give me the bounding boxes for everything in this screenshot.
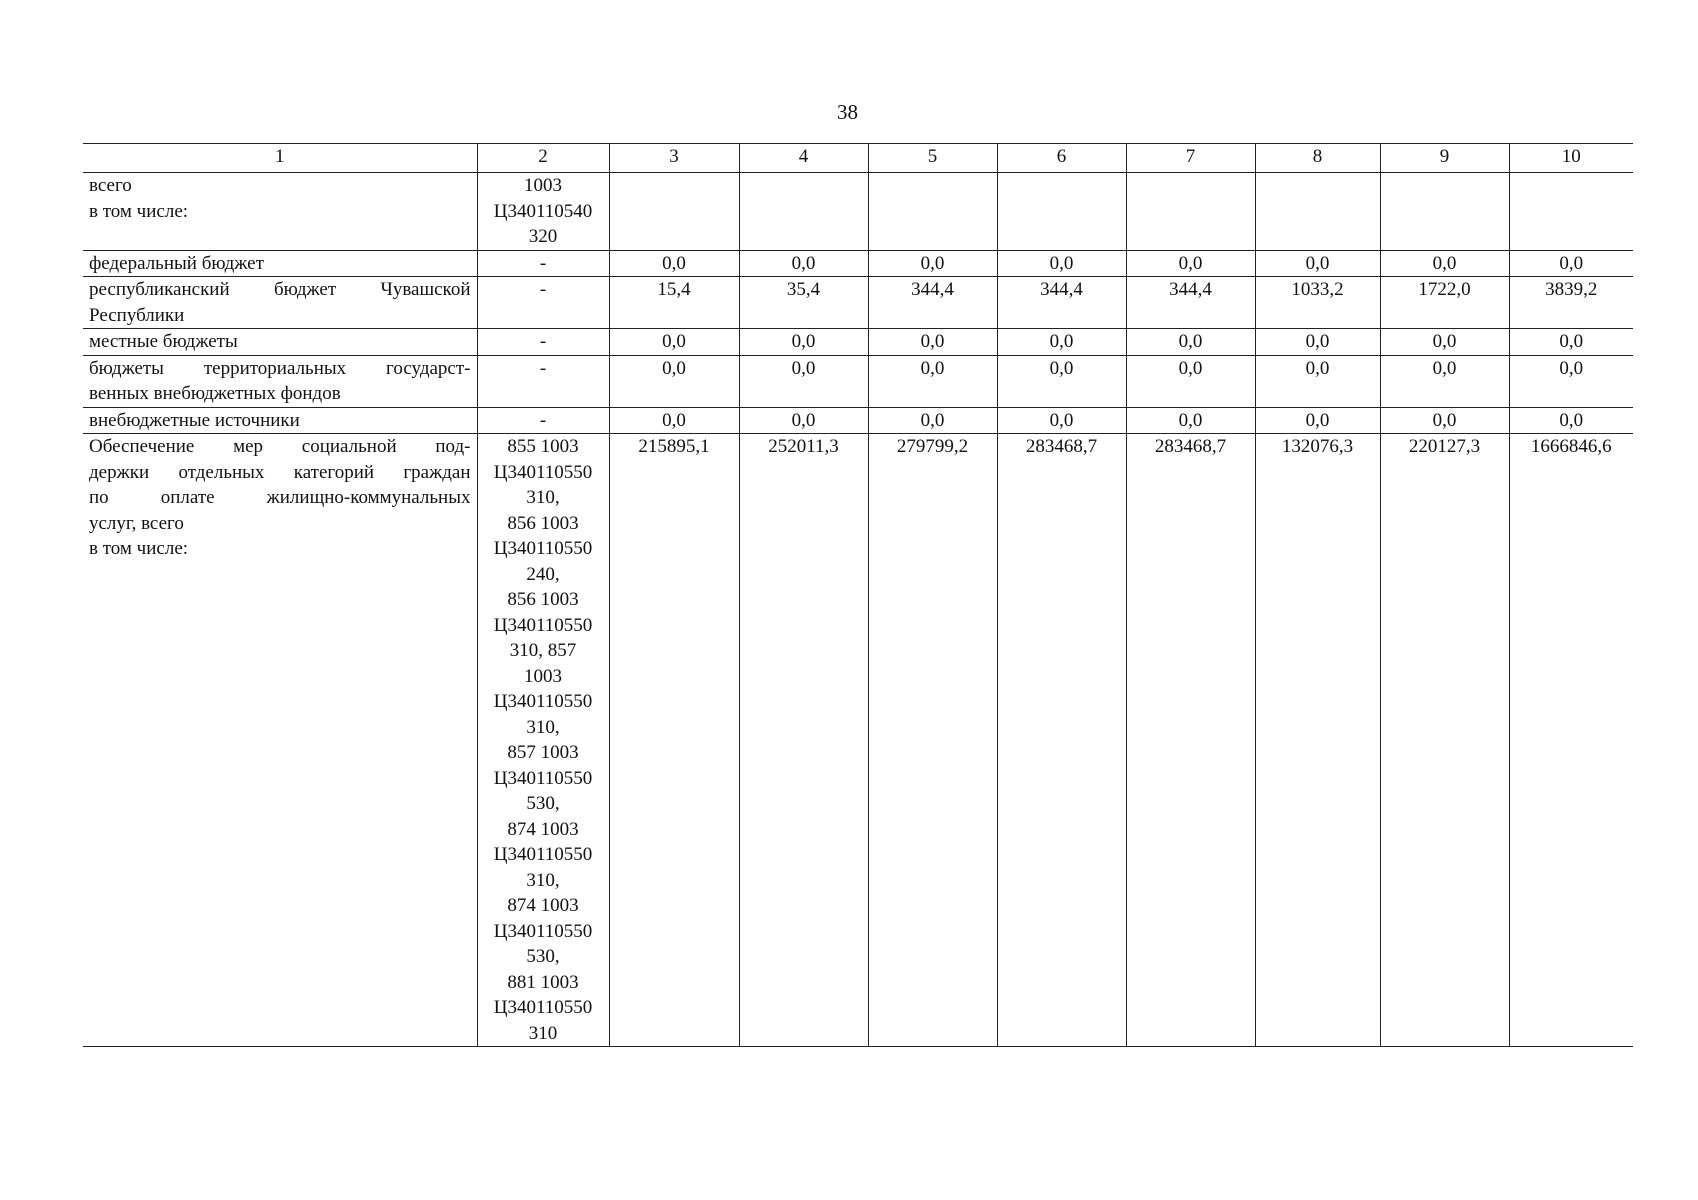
- column-header-8: 8: [1255, 144, 1380, 173]
- value-cell-col-8: 0,0: [1255, 355, 1380, 407]
- row-name-line: в том числе:: [89, 538, 189, 559]
- value-cell-col-9: 0,0: [1380, 250, 1509, 277]
- value-cell-col-5: 279799,2: [868, 434, 997, 1047]
- column-header-2: 2: [477, 144, 609, 173]
- value-cell-col-6: 283468,7: [997, 434, 1126, 1047]
- table-row: [83, 250, 1633, 277]
- table-header: [83, 144, 1633, 173]
- table-row: [83, 355, 1633, 407]
- budget-code-cell: 855 1003 Ц340110550 310, 856 1003 Ц340110550 240, 856 1003 Ц340110550 310, 857 1003 Ц340110550 310, 857 1003 Ц340110550 530, 874 1003 Ц340110550 310, 874 1003 Ц340110550 530, 881 1003 Ц340110550 310: [477, 434, 609, 1047]
- value-cell-col-6: [997, 173, 1126, 251]
- value-cell-col-3: [609, 173, 739, 251]
- column-header-4: 4: [739, 144, 868, 173]
- page-number-text: 38: [837, 100, 858, 124]
- column-header-9: 9: [1380, 144, 1509, 173]
- column-header-3: 3: [609, 144, 739, 173]
- value-cell-col-8: [1255, 173, 1380, 251]
- column-header-6: 6: [997, 144, 1126, 173]
- value-cell-col-10: [1509, 173, 1633, 251]
- table-row: [83, 277, 1633, 329]
- value-cell-col-8: 0,0: [1255, 329, 1380, 356]
- value-cell-col-3: 0,0: [609, 250, 739, 277]
- value-cell-col-9: 1722,0: [1380, 277, 1509, 329]
- table-row: [83, 407, 1633, 434]
- value-cell-col-4: 35,4: [739, 277, 868, 329]
- row-name-line: услуг, всего: [89, 512, 184, 534]
- column-header-5: 5: [868, 144, 997, 173]
- column-header-10: 10: [1509, 144, 1633, 173]
- row-name-line: внебюджетные источники: [89, 409, 300, 431]
- value-cell-col-10: 0,0: [1509, 407, 1633, 434]
- value-cell-col-7: 0,0: [1126, 250, 1255, 277]
- value-cell-col-4: 252011,3: [739, 434, 868, 1047]
- value-cell-col-10: 1666846,6: [1509, 434, 1633, 1047]
- value-cell-col-9: [1380, 173, 1509, 251]
- value-cell-col-4: 0,0: [739, 250, 868, 277]
- value-cell-col-6: 0,0: [997, 329, 1126, 356]
- value-cell-col-5: 0,0: [868, 329, 997, 356]
- value-cell-col-4: 0,0: [739, 407, 868, 434]
- value-cell-col-10: 0,0: [1509, 329, 1633, 356]
- column-header-1: 1: [83, 144, 477, 173]
- value-cell-col-5: 344,4: [868, 277, 997, 329]
- row-name-cell: [83, 329, 477, 356]
- row-name-line: всего: [89, 175, 132, 196]
- value-cell-col-9: 0,0: [1380, 407, 1509, 434]
- row-name-line: Обеспечение мер социальной под-: [89, 436, 471, 457]
- budget-code-cell: -: [477, 355, 609, 407]
- value-cell-col-9: 0,0: [1380, 329, 1509, 356]
- column-header-7: 7: [1126, 144, 1255, 173]
- value-cell-col-7: 344,4: [1126, 277, 1255, 329]
- row-name-cell: [83, 434, 477, 1047]
- value-cell-col-10: 0,0: [1509, 250, 1633, 277]
- value-cell-col-8: 132076,3: [1255, 434, 1380, 1047]
- value-cell-col-10: 0,0: [1509, 355, 1633, 407]
- row-name-cell: [83, 250, 477, 277]
- row-name-line: венных внебюджетных фондов: [89, 383, 341, 404]
- value-cell-col-5: 0,0: [868, 250, 997, 277]
- row-name-line: в том числе:: [89, 200, 189, 222]
- value-cell-col-7: 0,0: [1126, 355, 1255, 407]
- value-cell-col-3: 0,0: [609, 355, 739, 407]
- value-cell-col-3: 0,0: [609, 329, 739, 356]
- row-name-line: держки отдельных категорий граждан: [89, 461, 471, 483]
- value-cell-col-9: 220127,3: [1380, 434, 1509, 1047]
- value-cell-col-4: 0,0: [739, 329, 868, 356]
- value-cell-col-4: 0,0: [739, 355, 868, 407]
- table-row: [83, 434, 1633, 1047]
- value-cell-col-7: 0,0: [1126, 329, 1255, 356]
- value-cell-col-3: 15,4: [609, 277, 739, 329]
- row-name-cell: [83, 277, 477, 329]
- budget-code-cell: -: [477, 277, 609, 329]
- table-body: [83, 173, 1633, 1047]
- row-name-line: республиканский бюджет Чувашской: [89, 279, 471, 300]
- value-cell-col-8: 0,0: [1255, 407, 1380, 434]
- value-cell-col-5: [868, 173, 997, 251]
- row-name-line: Республики: [89, 304, 185, 326]
- budget-code-cell: -: [477, 250, 609, 277]
- value-cell-col-5: 0,0: [868, 355, 997, 407]
- budget-table: [83, 143, 1633, 1047]
- budget-code-cell: 1003 Ц340110540 320: [477, 173, 609, 251]
- value-cell-col-3: 215895,1: [609, 434, 739, 1047]
- value-cell-col-6: 0,0: [997, 407, 1126, 434]
- row-name-line: бюджеты территориальных государст-: [89, 357, 471, 379]
- value-cell-col-6: 344,4: [997, 277, 1126, 329]
- value-cell-col-7: 0,0: [1126, 407, 1255, 434]
- value-cell-col-4: [739, 173, 868, 251]
- value-cell-col-8: 0,0: [1255, 250, 1380, 277]
- row-name-cell: [83, 355, 477, 407]
- value-cell-col-5: 0,0: [868, 407, 997, 434]
- budget-code-cell: -: [477, 329, 609, 356]
- value-cell-col-7: [1126, 173, 1255, 251]
- row-name-line: местные бюджеты: [89, 331, 238, 352]
- table-row: [83, 329, 1633, 356]
- budget-code-cell: -: [477, 407, 609, 434]
- row-name-cell: [83, 407, 477, 434]
- header-row: [83, 144, 1633, 173]
- table-row: [83, 173, 1633, 251]
- value-cell-col-6: 0,0: [997, 250, 1126, 277]
- value-cell-col-9: 0,0: [1380, 355, 1509, 407]
- row-name-line: федеральный бюджет: [89, 252, 264, 274]
- value-cell-col-7: 283468,7: [1126, 434, 1255, 1047]
- value-cell-col-6: 0,0: [997, 355, 1126, 407]
- row-name-line: по оплате жилищно-коммунальных: [89, 487, 471, 508]
- row-name-cell: [83, 173, 477, 251]
- value-cell-col-10: 3839,2: [1509, 277, 1633, 329]
- value-cell-col-8: 1033,2: [1255, 277, 1380, 329]
- value-cell-col-3: 0,0: [609, 407, 739, 434]
